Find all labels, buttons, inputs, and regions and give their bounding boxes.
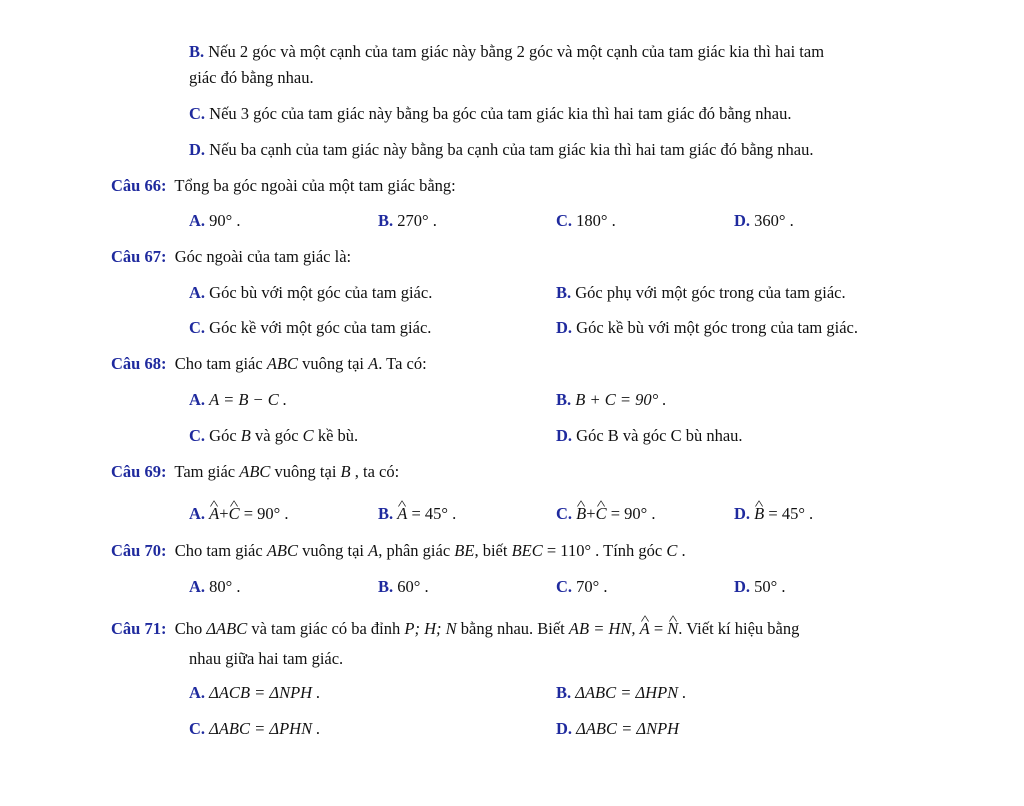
math-term: BEC	[511, 541, 543, 560]
question-66	[111, 176, 456, 196]
math-term: BE	[454, 541, 475, 560]
question-67	[111, 247, 351, 267]
q71-option-c	[189, 719, 320, 739]
q68-option-a	[189, 390, 287, 410]
question-text: .	[681, 541, 686, 560]
math-term: ABC	[266, 354, 298, 373]
math-term: ABC	[239, 462, 271, 481]
math-term: P; H; N	[404, 619, 457, 638]
option-text: ΔACB = ΔNPH .	[209, 683, 321, 702]
q71-option-a	[189, 683, 320, 703]
question-text: , ta có:	[354, 462, 400, 481]
question-label: Câu 71:	[111, 619, 167, 638]
q68-option-b	[556, 390, 666, 410]
option-text: Góc kề bù với một góc trong của tam giác.	[576, 318, 858, 337]
question-text: vuông tại	[302, 541, 364, 560]
option-label: D.	[556, 426, 573, 445]
math-term: A	[368, 354, 379, 373]
option-text: = 90° .	[243, 504, 289, 523]
math-term: AB = HN,	[568, 619, 636, 638]
q69-option-b	[378, 504, 456, 524]
option-text: 90° .	[209, 211, 241, 230]
option-text: Nếu ba cạnh của tam giác này bằng ba cạnh của tam giác kia thì hai tam giác đó bằng nhau.	[209, 140, 814, 159]
question-text: vuông tại	[302, 354, 364, 373]
q67-option-b	[556, 283, 846, 303]
option-text: ΔABC = ΔNPH	[576, 719, 680, 738]
math-term: B	[240, 426, 251, 445]
option-text: = 45° .	[411, 504, 457, 523]
option-text: = 90° .	[610, 504, 656, 523]
option-label: D.	[556, 719, 573, 738]
math-term: ABC	[266, 541, 298, 560]
option-text: 180° .	[576, 211, 616, 230]
question-text: vuông tại	[274, 462, 337, 481]
top-option-d	[189, 140, 813, 160]
q71-continuation: nhau giữa hai tam giác.	[189, 649, 344, 668]
angle-term: ^ B	[576, 504, 586, 524]
option-label: C.	[556, 577, 573, 596]
q66-option-b	[378, 211, 437, 231]
top-option-b-continuation: giác đó bằng nhau.	[189, 68, 314, 87]
option-text: Góc phụ với một góc trong của tam giác.	[575, 283, 846, 302]
option-text: 60° .	[397, 577, 429, 596]
angle-term: ^ N	[667, 619, 678, 639]
angle-term: ^ C	[596, 504, 607, 524]
question-label: Câu 66:	[111, 176, 167, 195]
option-label: D.	[556, 318, 573, 337]
angle-term: ^ A	[397, 504, 407, 524]
option-label: B.	[556, 683, 572, 702]
question-text: , biết	[474, 541, 508, 560]
q68-option-c	[189, 426, 358, 446]
option-text: kề bù.	[317, 426, 359, 445]
q66-option-d	[734, 211, 794, 231]
option-label: B.	[556, 390, 572, 409]
question-text: = 110° . Tính góc	[546, 541, 663, 560]
question-text: bằng nhau. Biết	[460, 619, 565, 638]
question-label: Câu 70:	[111, 541, 167, 560]
question-label: Câu 69:	[111, 462, 167, 481]
option-label: A.	[189, 504, 206, 523]
option-label: C.	[189, 318, 206, 337]
option-label: D.	[734, 504, 751, 523]
question-71	[111, 619, 799, 639]
option-text: 360° .	[754, 211, 794, 230]
option-text: Góc	[209, 426, 237, 445]
question-text: Tổng ba góc ngoài của một tam giác bằng:	[174, 176, 456, 195]
q70-option-b	[378, 577, 429, 597]
angle-term: ^ A	[209, 504, 219, 524]
q70-option-d	[734, 577, 786, 597]
question-label: Câu 67:	[111, 247, 167, 266]
option-label: C.	[556, 211, 573, 230]
option-text: = 45° .	[768, 504, 814, 523]
top-option-b	[189, 42, 824, 62]
option-label: D.	[189, 140, 206, 159]
q70-option-c	[556, 577, 608, 597]
q69-option-d	[734, 504, 813, 524]
top-option-c	[189, 104, 792, 124]
q67-option-d	[556, 318, 858, 338]
option-text: A = B − C .	[209, 390, 288, 409]
q71-option-d	[556, 719, 679, 739]
operator: +	[219, 504, 229, 523]
option-text: Góc bù với một góc của tam giác.	[209, 283, 433, 302]
option-label: A.	[189, 683, 206, 702]
option-text: và góc	[255, 426, 299, 445]
math-term: A	[368, 541, 379, 560]
option-label: A.	[189, 390, 206, 409]
operator: +	[586, 504, 596, 523]
option-label: B.	[378, 211, 394, 230]
question-label: Câu 68:	[111, 354, 167, 373]
option-text: ΔABC = ΔPHN .	[209, 719, 321, 738]
option-text: 50° .	[754, 577, 786, 596]
option-label: B.	[189, 42, 205, 61]
question-text: Cho tam giác	[174, 354, 263, 373]
question-text: Cho	[174, 619, 203, 638]
option-label: A.	[189, 211, 206, 230]
angle-term: ^ A	[640, 619, 650, 639]
option-label: C.	[189, 104, 206, 123]
q67-option-c	[189, 318, 431, 338]
question-text: và tam giác có ba đỉnh	[251, 619, 401, 638]
option-label: A.	[189, 577, 206, 596]
option-label: A.	[189, 283, 206, 302]
option-label: B.	[378, 577, 394, 596]
q66-option-c	[556, 211, 616, 231]
math-term: ΔABC	[206, 619, 248, 638]
question-text: Cho tam giác	[174, 541, 263, 560]
angle-term: ^ C	[229, 504, 240, 524]
q66-option-a	[189, 211, 241, 231]
option-text: Nếu 3 góc của tam giác này bằng ba góc của tam giác kia thì hai tam giác đó bằng nhau.	[209, 104, 792, 123]
question-text: . Ta có:	[378, 354, 427, 373]
question-69	[111, 462, 399, 482]
question-text: Tam giác	[174, 462, 236, 481]
option-label: B.	[378, 504, 394, 523]
question-70	[111, 541, 686, 561]
question-text: . Viết kí hiệu bằng	[678, 619, 800, 638]
question-text: , phân giác	[378, 541, 451, 560]
angle-term: ^ B	[754, 504, 764, 524]
option-text: 80° .	[209, 577, 241, 596]
option-label: C.	[189, 719, 206, 738]
option-text: 70° .	[576, 577, 608, 596]
option-text: B + C = 90° .	[575, 390, 667, 409]
option-label: D.	[734, 577, 751, 596]
question-text: Góc ngoài của tam giác là:	[174, 247, 352, 266]
math-term: C	[302, 426, 314, 445]
q68-option-d	[556, 426, 743, 446]
q71-option-b	[556, 683, 686, 703]
q70-option-a	[189, 577, 241, 597]
operator: =	[653, 619, 664, 638]
question-68	[111, 354, 427, 374]
option-text: Góc B và góc C bù nhau.	[576, 426, 743, 445]
math-term: C	[666, 541, 678, 560]
q69-option-c	[556, 504, 656, 524]
option-text: 270° .	[397, 211, 437, 230]
option-text: ΔABC = ΔHPN .	[575, 683, 687, 702]
option-label: B.	[556, 283, 572, 302]
option-label: D.	[734, 211, 751, 230]
q67-option-a	[189, 283, 432, 303]
option-label: C.	[189, 426, 206, 445]
q69-option-a	[189, 504, 289, 524]
option-text: Góc kề với một góc của tam giác.	[209, 318, 432, 337]
math-term: B	[340, 462, 351, 481]
option-label: C.	[556, 504, 573, 523]
option-text: Nếu 2 góc và một cạnh của tam giác này bằng 2 góc và một cạnh của tam giác kia thì hai tam	[208, 42, 825, 61]
